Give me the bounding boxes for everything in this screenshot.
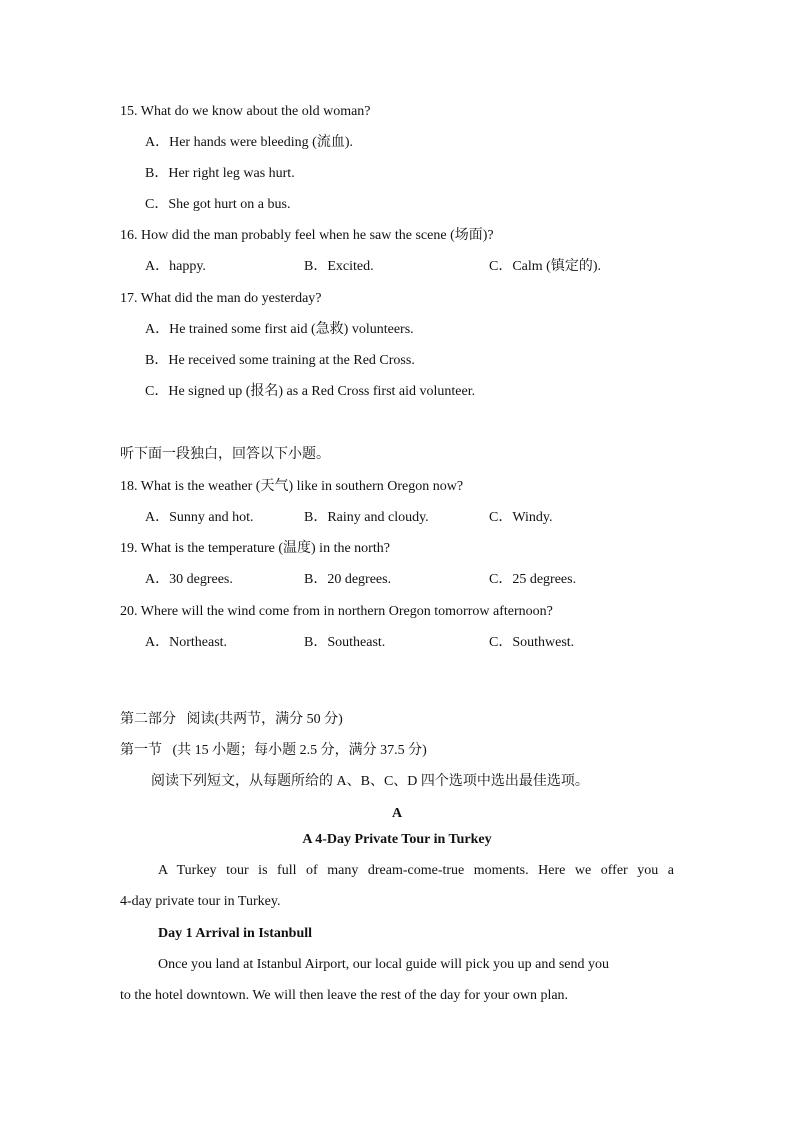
section1-heading: 第一节 (共 15 小题；每小题 2.5 分，满分 37.5 分): [120, 743, 427, 758]
question-19: 19. What is the temperature (温度) in the north?: [120, 541, 390, 556]
question-20: 20. Where will the wind come from in northern Oregon tomorrow afternoon?: [120, 604, 553, 619]
paragraph-1-line-2: 4-day private tour in Turkey.: [120, 894, 281, 909]
question-19-option-b: B．20 degrees.: [304, 572, 392, 587]
question-18-option-c: C．Windy.: [489, 510, 553, 525]
question-15: 15. What do we know about the old woman?: [120, 104, 371, 119]
question-15-option-a: A．Her hands were bleeding (流血).: [145, 135, 353, 150]
monologue-instruction: 听下面一段独白，回答以下小题。: [120, 447, 330, 462]
question-18: 18. What is the weather (天气) like in southern Oregon now?: [120, 479, 464, 494]
day1-heading: Day 1 Arrival in Istanbull: [158, 926, 313, 941]
question-18-option-a: A．Sunny and hot.: [145, 510, 254, 525]
paragraph-2-line-2: to the hotel downtown. We will then leave the rest of the day for your own plan.: [120, 988, 569, 1003]
passage-letter: A: [391, 806, 403, 821]
question-17-option-a: A．He trained some first aid (急救) volunteers.: [145, 322, 414, 337]
question-17-option-b: B．He received some training at the Red Cross.: [145, 353, 415, 368]
question-15-option-c: C．She got hurt on a bus.: [145, 197, 291, 212]
question-16-option-b: B．Excited.: [304, 259, 374, 274]
part2-heading: 第二部分 阅读(共两节，满分 50 分): [120, 712, 343, 727]
passage-title: A 4-Day Private Tour in Turkey: [302, 832, 492, 847]
question-19-option-a: A．30 degrees.: [145, 572, 233, 587]
question-19-option-c: C．25 degrees.: [489, 572, 577, 587]
paragraph-2-line-1: Once you land at Istanbul Airport, our local guide will pick you up and send you: [158, 957, 610, 972]
question-20-option-b: B．Southeast.: [304, 635, 386, 650]
paragraph-1-line-1: A Turkey tour is full of many dream-come-true moments. Here we offer you a: [158, 863, 674, 878]
question-17: 17. What did the man do yesterday?: [120, 291, 322, 306]
question-15-option-b: B．Her right leg was hurt.: [145, 166, 295, 181]
question-17-option-c: C．He signed up (报名) as a Red Cross first aid volunteer.: [145, 384, 476, 399]
question-18-option-b: B．Rainy and cloudy.: [304, 510, 429, 525]
question-20-option-a: A．Northeast.: [145, 635, 228, 650]
question-16-option-a: A．happy.: [145, 259, 206, 274]
question-16-option-c: C．Calm (镇定的).: [489, 259, 601, 274]
reading-instruction: 阅读下列短文，从每题所给的 A、B、C、D 四个选项中选出最佳选项。: [151, 774, 589, 789]
question-16: 16. How did the man probably feel when he saw the scene (场面)?: [120, 228, 494, 243]
question-20-option-c: C．Southwest.: [489, 635, 575, 650]
